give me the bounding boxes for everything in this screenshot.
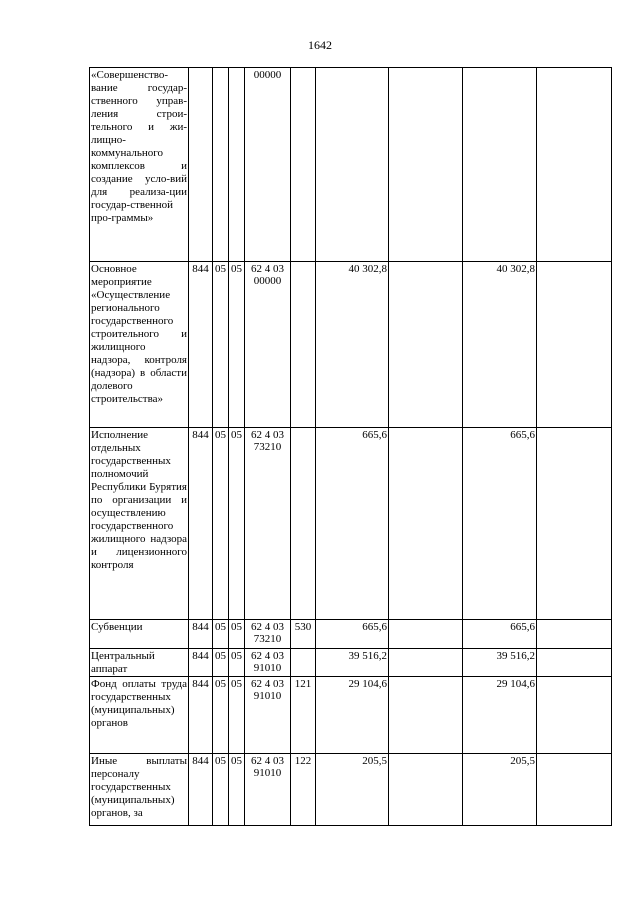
- amount-cell: 40 302,8: [316, 262, 389, 428]
- section-code-cell: 05: [213, 649, 229, 677]
- target-article-line: 62 4 03: [251, 755, 284, 767]
- grbs-code-cell: 844: [189, 754, 213, 826]
- subsection-code-cell: 05: [229, 620, 245, 649]
- amount-cell: 39 516,2: [316, 649, 389, 677]
- target-article-line: 62 4 03: [251, 678, 284, 690]
- grbs-code-cell: 844: [189, 649, 213, 677]
- target-article-line: 91010: [253, 662, 282, 674]
- target-article-cell: [245, 754, 291, 826]
- section-code-cell: 05: [213, 677, 229, 754]
- section-code-cell: 05: [213, 754, 229, 826]
- amount-cell: 665,6: [316, 428, 389, 620]
- expense-type-cell: [291, 428, 316, 620]
- target-article-cell: [245, 262, 291, 428]
- section-code-cell: 05: [213, 262, 229, 428]
- target-article-line: 00000: [253, 69, 282, 81]
- page-number: 1642: [308, 38, 332, 52]
- target-article-line: 62 4 03: [251, 650, 284, 662]
- amount-cell: 40 302,8: [463, 262, 537, 428]
- row-name-cell: «Совершенство-вание государ-ственного управ-ления строи-тельного и жи-лищно-коммунального комплексов и создание усло-вий для реализа-ции государ-ственной про-граммы»: [90, 68, 189, 262]
- subsection-code-cell: 05: [229, 262, 245, 428]
- amount-cell: 29 104,6: [463, 677, 537, 754]
- table-row: [90, 754, 612, 826]
- subsection-code-cell: 05: [229, 754, 245, 826]
- target-article-line: 91010: [253, 767, 282, 779]
- grbs-code-cell: 844: [189, 677, 213, 754]
- table-row: [90, 428, 612, 620]
- amount-cell: [389, 262, 463, 428]
- target-article-line: 62 4 03: [251, 263, 284, 275]
- amount-cell: 665,6: [463, 620, 537, 649]
- target-article-cell: [245, 649, 291, 677]
- table-row: [90, 68, 612, 262]
- table-body: [90, 68, 612, 826]
- target-article-cell: [245, 428, 291, 620]
- amount-cell: [463, 68, 537, 262]
- amount-cell: 205,5: [316, 754, 389, 826]
- amount-cell: [537, 262, 612, 428]
- amount-cell: 665,6: [316, 620, 389, 649]
- amount-cell: 665,6: [463, 428, 537, 620]
- amount-cell: [537, 677, 612, 754]
- amount-cell: [537, 620, 612, 649]
- expense-type-cell: [291, 649, 316, 677]
- expense-type-cell: 530: [291, 620, 316, 649]
- section-code-cell: [213, 68, 229, 262]
- target-article-cell: [245, 677, 291, 754]
- table-row: [90, 677, 612, 754]
- amount-cell: [537, 428, 612, 620]
- amount-cell: [537, 754, 612, 826]
- expense-type-cell: 121: [291, 677, 316, 754]
- target-article-cell: [245, 620, 291, 649]
- table-row: [90, 620, 612, 649]
- budget-table: [89, 67, 612, 826]
- row-name-cell: Исполнение отдельных государственных полномочий Республики Бурятия по организации и осуществлению государственного жилищного надзора и лицензионного контроля: [90, 428, 189, 620]
- expense-type-cell: [291, 68, 316, 262]
- target-article-cell: [245, 68, 291, 262]
- table-row: [90, 649, 612, 677]
- amount-cell: [389, 428, 463, 620]
- section-code-cell: 05: [213, 428, 229, 620]
- row-name-cell: Иные выплаты персоналу государственных (муниципальных) органов, за: [90, 754, 189, 826]
- amount-cell: [389, 754, 463, 826]
- amount-cell: [316, 68, 389, 262]
- grbs-code-cell: [189, 68, 213, 262]
- amount-cell: [389, 677, 463, 754]
- amount-cell: 29 104,6: [316, 677, 389, 754]
- row-name-cell: Центральный аппарат: [90, 649, 189, 677]
- section-code-cell: 05: [213, 620, 229, 649]
- subsection-code-cell: 05: [229, 677, 245, 754]
- target-article-line: 73210: [253, 441, 282, 453]
- target-article-line: 91010: [253, 690, 282, 702]
- table-row: [90, 262, 612, 428]
- amount-cell: 39 516,2: [463, 649, 537, 677]
- subsection-code-cell: 05: [229, 428, 245, 620]
- amount-cell: [389, 620, 463, 649]
- amount-cell: [537, 68, 612, 262]
- amount-cell: [389, 68, 463, 262]
- amount-cell: 205,5: [463, 754, 537, 826]
- subsection-code-cell: 05: [229, 649, 245, 677]
- target-article-line: 62 4 03: [251, 429, 284, 441]
- amount-cell: [389, 649, 463, 677]
- expense-type-cell: [291, 262, 316, 428]
- target-article-line: 00000: [253, 275, 282, 287]
- grbs-code-cell: 844: [189, 262, 213, 428]
- amount-cell: [537, 649, 612, 677]
- target-article-line: 62 4 03: [251, 621, 284, 633]
- row-name-cell: Фонд оплаты труда государственных (муниципальных) органов: [90, 677, 189, 754]
- expense-type-cell: 122: [291, 754, 316, 826]
- grbs-code-cell: 844: [189, 428, 213, 620]
- row-name-cell: Основное мероприятие «Осуществление регионального государственного строительного и жилищного надзора, контроля (надзора) в области долевого строительства»: [90, 262, 189, 428]
- grbs-code-cell: 844: [189, 620, 213, 649]
- row-name-cell: Субвенции: [90, 620, 189, 649]
- target-article-line: 73210: [253, 633, 282, 645]
- subsection-code-cell: [229, 68, 245, 262]
